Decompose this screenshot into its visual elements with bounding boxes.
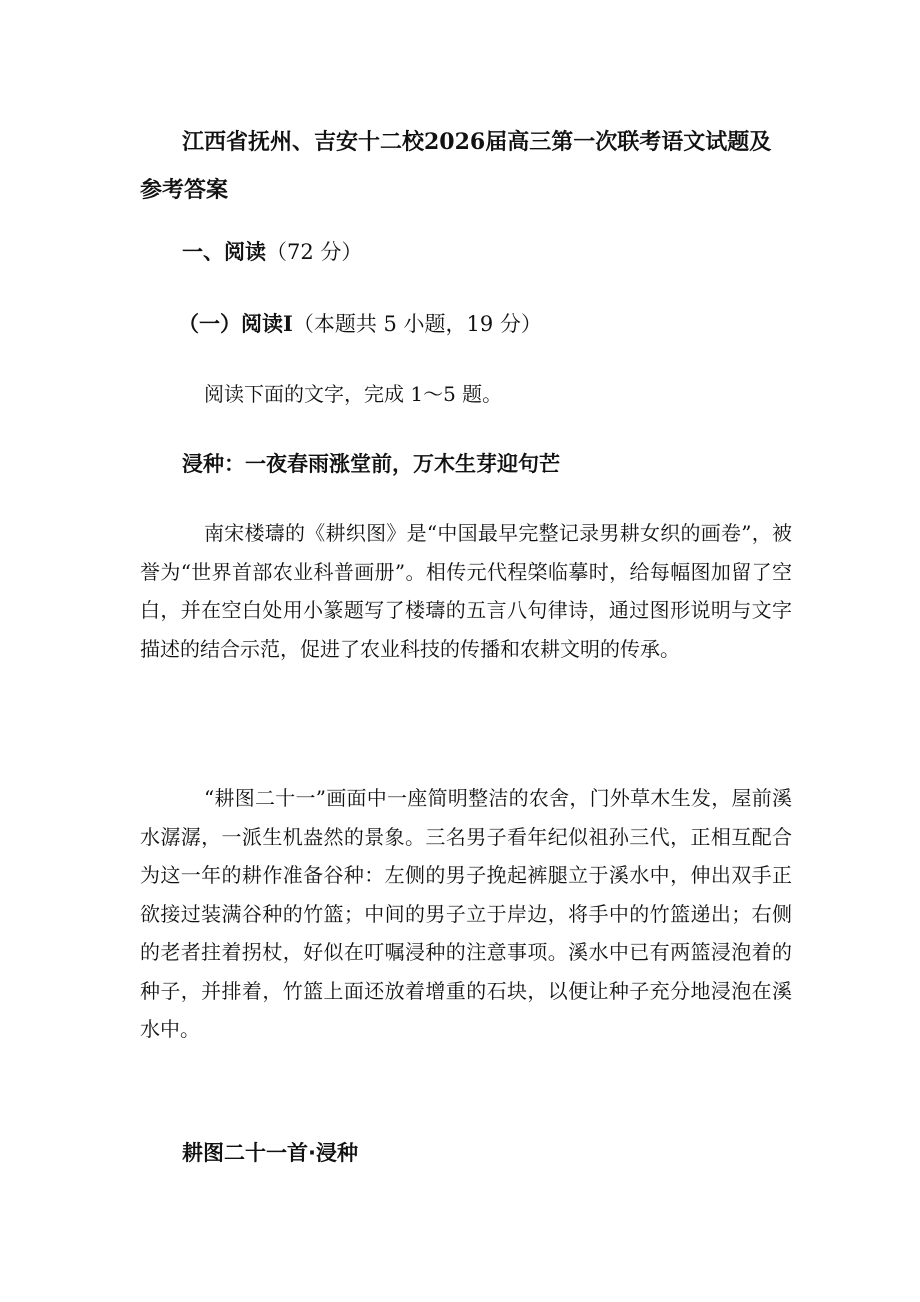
section-heading [182, 236, 362, 268]
article-paragraph-2: “耕图二十一”画面中一座简明整洁的农舍，门外草木生发，屋前溪水潺潺，一派生机盎然的景象。三名男子看年纪似祖孙三代，正相互配合为这一年的耕作准备谷种：左侧的男子挽起裤腿立于溪水中，伸出双手正欲接过装满谷种的竹篮；中间的男子立于岸边，将手中的竹篮递出；右侧的老者拄着拐杖，好似在叮嘱浸种的注意事项。溪水中已有两篮浸泡着的种子，并排着，竹篮上面还放着增重的石块，以便让种子充分地浸泡在溪水中。 [140, 786, 792, 1041]
sub-heading [178, 308, 542, 340]
sub-heading-note: （本题共 5 小题，19 分） [292, 312, 542, 336]
article-title: 浸种：一夜春雨涨堂前，万木生芽迎句芒 [182, 452, 560, 476]
sub-heading-label: （一）阅读Ⅰ [178, 311, 293, 336]
section-heading-label: 一、阅读 [182, 239, 266, 264]
document-title: 江西省抚州、吉安十二校2026届高三第一次联考语文试题及参考答案 [140, 129, 772, 203]
article-paragraph-1: 南宋楼璹的《耕织图》是“中国最早完整记录男耕女织的画卷”，被誉为“世界首部农业科普画册”。相传元代程棨临摹时，给每幅图加留了空白，并在空白处用小篆题写了楼璹的五言八句律诗，通过图形说明与文字描述的结合示范，促进了农业科技的传播和农耕文明的传承。 [140, 521, 792, 661]
poem-title: 耕图二十一首·浸种 [182, 1141, 358, 1165]
section-heading-score: （72 分） [266, 240, 363, 264]
reading-instruction: 阅读下面的文字，完成 1～5 题。 [204, 382, 503, 406]
